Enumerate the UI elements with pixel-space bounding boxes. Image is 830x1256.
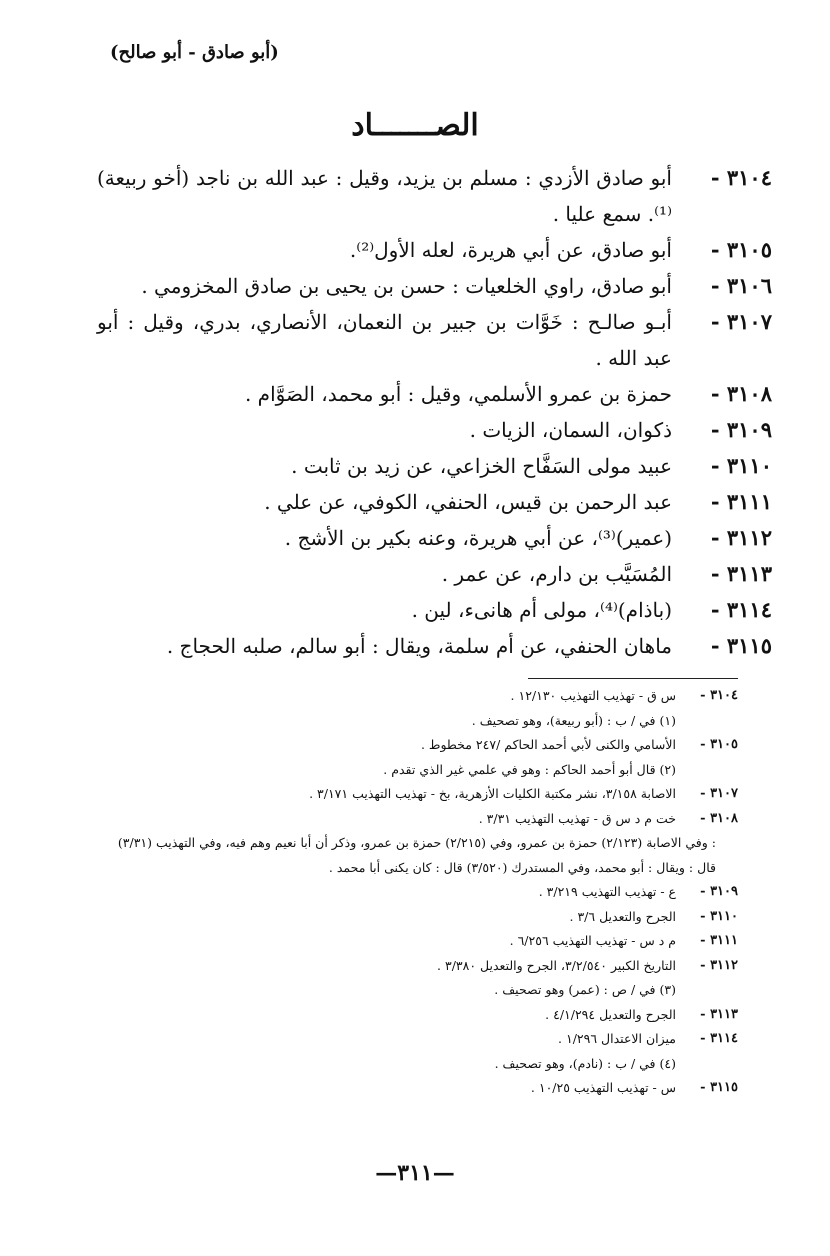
footnote xyxy=(98,1003,738,1028)
list-item xyxy=(97,556,772,592)
entry-text: أبو صادق الأزدي : مسلم بن يزيد، وقيل : عبد الله بن ناجد (أخو ربيعة)⁽¹⁾. سمع عليا . xyxy=(97,166,672,226)
footnote-ref-number: ٣١١٤ - xyxy=(700,1031,738,1046)
footnote xyxy=(98,905,738,930)
page-number: —٣١١— xyxy=(375,1160,455,1186)
footnote-text: ميزان الاعتدال ١/٢٩٦ . xyxy=(558,1031,676,1046)
footnote-ref-number: ٣١٠٨ - xyxy=(700,810,738,826)
running-head: (أبو صادق - أبو صالح) xyxy=(110,42,279,63)
footnote xyxy=(98,1052,738,1077)
list-item xyxy=(97,376,772,412)
footnote-ref-number: ٣١٠٧ - xyxy=(700,786,738,801)
footnote-text: التاريخ الكبير ٣/٢/٥٤٠، الجرح والتعديل ٣/٣٨٠ . xyxy=(437,957,676,973)
entry-number: ٣١٠٩ - xyxy=(710,417,772,442)
footnote-ref-number: ٣١١٢ - xyxy=(700,957,738,973)
footnote-text: الجرح والتعديل ٣/٦ . xyxy=(569,908,676,924)
section-title: الصـــــــاد xyxy=(351,108,479,143)
entry-text: عبيد مولى السَفَّاح الخزاعي، عن زيد بن ثابت . xyxy=(291,454,672,478)
footnote-ref-number: ٣١٠٩ - xyxy=(700,884,738,899)
footnote-ref-number: ٣١١١ - xyxy=(700,933,738,948)
footnote xyxy=(98,1076,738,1101)
footnote-text: الجرح والتعديل ٤/١/٢٩٤ . xyxy=(545,1006,676,1022)
entry-text: أبو صادق، عن أبي هريرة، لعله الأول⁽²⁾. xyxy=(349,238,672,262)
footnote-text: : وفي الاصابة (٢/١٢٣) حمزة بن عمرو، وفي (٢/٢١٥) حمزة بن عمرو، وذكر أن أبا نعيم وهم فيه، وفي التهذيب (٣/٣١) قال : ويقال : أبو محمد، وفي المستدرك (٣/٥٢٠) قال : كان يكنى أبا محمد . xyxy=(117,835,716,875)
footnote xyxy=(98,758,738,783)
footnotes-list xyxy=(98,684,738,1101)
footnote xyxy=(98,733,738,758)
entry-number: ٣١٠٦ - xyxy=(710,273,772,298)
footnote xyxy=(98,807,738,832)
entry-number: ٣١١٢ - xyxy=(710,525,772,550)
entry-number: ٣١١٤ - xyxy=(710,597,772,622)
entry-number: ٣١١٣ - xyxy=(710,561,772,586)
footnote-text: خت م د س ق - تهذيب التهذيب ٣/٣١ . xyxy=(478,810,676,826)
footnote-text: الاصابة ٣/١٥٨، نشر مكتبة الكليات الأزهرية، بخ - تهذيب التهذيب ٣/١٧١ . xyxy=(309,786,676,801)
footnote xyxy=(98,1027,738,1052)
entry-number: ٣١٠٧ - xyxy=(710,309,772,334)
list-item xyxy=(97,232,772,268)
entry-text: حمزة بن عمرو الأسلمي، وقيل : أبو محمد، الصَوَّام . xyxy=(244,382,672,406)
entry-number: ٣١٠٥ - xyxy=(710,237,772,262)
footnote xyxy=(98,684,738,709)
footnote-divider xyxy=(528,678,738,679)
footnote xyxy=(98,782,738,807)
entry-number: ٣١١١ - xyxy=(710,489,772,514)
footnote xyxy=(98,709,738,734)
footnote xyxy=(98,880,738,905)
footnote-text: (٣) في / ص : (عمر) وهو تصحيف . xyxy=(494,982,676,997)
footnote-ref-number: ٣١١٥ - xyxy=(700,1080,738,1095)
list-item xyxy=(97,520,772,556)
entry-number: ٣١١٥ - xyxy=(710,633,772,658)
list-item xyxy=(97,448,772,484)
entry-text: ماهان الحنفي، عن أم سلمة، ويقال : أبو سالم، صلبه الحجاج . xyxy=(166,634,672,658)
footnote-ref-number: ٣١١٠ - xyxy=(700,908,738,924)
footnote xyxy=(98,831,738,880)
list-item xyxy=(97,484,772,520)
entry-number: ٣١٠٨ - xyxy=(710,381,772,406)
entries-list xyxy=(97,160,772,664)
footnote-text: (٤) في / ب : (نادم)، وهو تصحيف . xyxy=(494,1055,676,1071)
footnote xyxy=(98,954,738,979)
list-item xyxy=(97,160,772,232)
footnote-text: الأسامي والكنى لأبي أحمد الحاكم /٢٤٧ مخطوط . xyxy=(420,737,676,752)
entry-text: أبو صادق، راوي الخلعيات : حسن بن يحيى بن صادق المخزومي . xyxy=(141,274,672,298)
list-item xyxy=(97,268,772,304)
footnote-text: ع - تهذيب التهذيب ٣/٢١٩ . xyxy=(538,884,676,899)
footnote-ref-number: ٣١٠٥ - xyxy=(700,737,738,752)
entry-number: ٣١١٠ - xyxy=(710,453,772,478)
footnote-ref-number: ٣١٠٤ - xyxy=(700,688,738,703)
footnote-ref-number: ٣١١٣ - xyxy=(700,1006,738,1022)
footnote xyxy=(98,978,738,1003)
entry-text: عبد الرحمن بن قيس، الحنفي، الكوفي، عن علي . xyxy=(264,490,672,514)
entry-text: ذكوان، السمان، الزيات . xyxy=(469,418,672,442)
list-item xyxy=(97,628,772,664)
footnote-text: (١) في / ب : (أبو ربيعة)، وهو تصحيف . xyxy=(471,712,676,728)
list-item xyxy=(97,592,772,628)
list-item xyxy=(97,304,772,376)
footnote xyxy=(98,929,738,954)
entry-text: المُسَيَّب بن دارم، عن عمر . xyxy=(441,562,672,586)
footnote-text: (٢) قال أبو أحمد الحاكم : وهو في علمي غير الذي تقدم . xyxy=(383,761,676,777)
footnote-text: س ق - تهذيب التهذيب ١٢/١٣٠ . xyxy=(510,688,676,703)
footnote-text: م د س - تهذيب التهذيب ٦/٢٥٦ . xyxy=(509,933,676,948)
list-item xyxy=(97,412,772,448)
footnote-text: س - تهذيب التهذيب ١٠/٢٥ . xyxy=(530,1080,676,1095)
entry-text: (باذام)⁽⁴⁾، مولى أم هانىء، لين . xyxy=(411,598,672,622)
entry-text: أبـو صالـح : خَوَّات بن جبير بن النعمان، الأنصاري، بدري، وقيل : أبو عبد الله . xyxy=(97,310,672,370)
entry-text: (عمير)⁽³⁾، عن أبي هريرة، وعنه بكير بن الأشج . xyxy=(284,526,672,550)
entry-number: ٣١٠٤ - xyxy=(710,165,772,190)
